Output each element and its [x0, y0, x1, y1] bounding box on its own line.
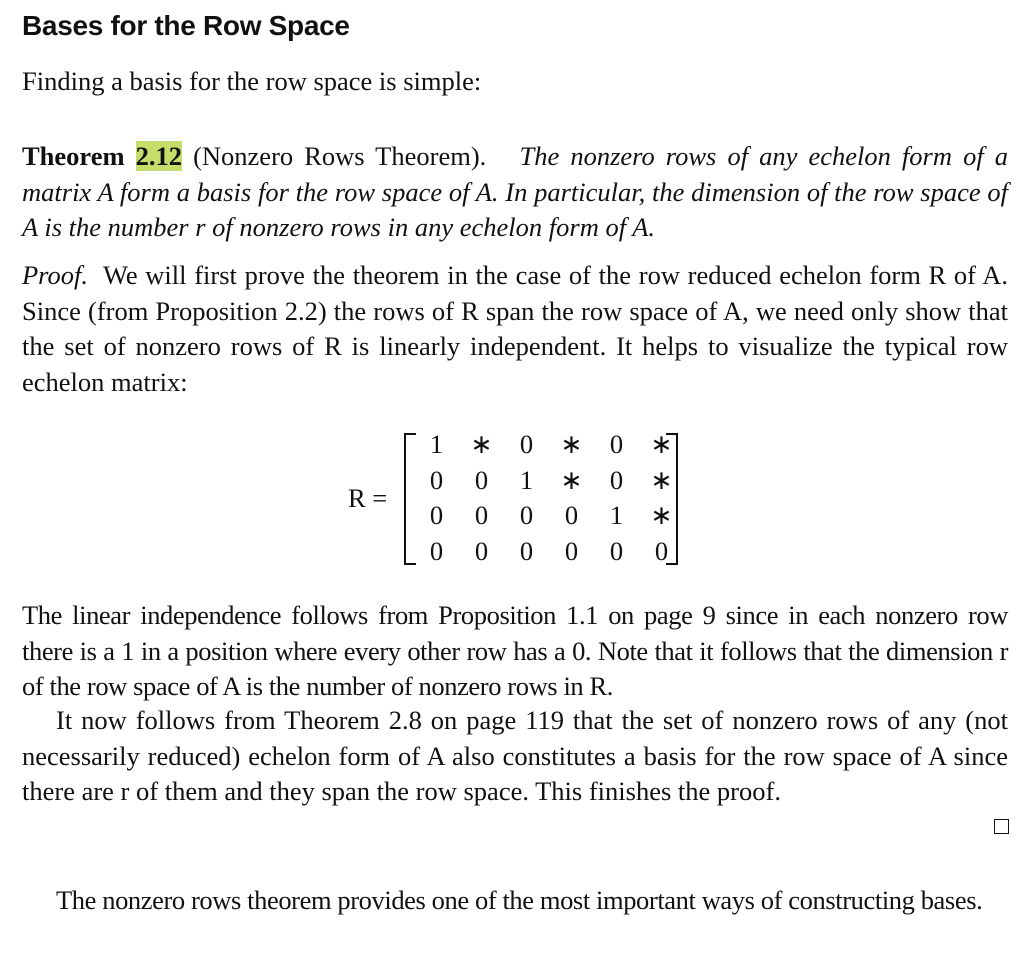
- matrix-cell: 0: [564, 535, 579, 566]
- section-heading: Bases for the Row Space: [22, 10, 350, 41]
- matrix-row: [414, 498, 684, 534]
- proof-block: [22, 258, 1008, 400]
- matrix-cell: 0: [429, 500, 444, 531]
- matrix-cell: ∗: [560, 464, 583, 495]
- matrix-cell: ∗: [650, 429, 673, 460]
- matrix-cell: 1: [519, 464, 534, 495]
- matrix-cell: 0: [429, 464, 444, 495]
- matrix-cell: 0: [519, 500, 534, 531]
- echelon-matrix: [22, 425, 1008, 575]
- matrix-cell: 0: [609, 535, 624, 566]
- matrix-cell: 0: [474, 535, 489, 566]
- matrix-row: [414, 463, 684, 499]
- intro-text: Finding a basis for the row space is simple:: [22, 66, 482, 96]
- theorem-statement: The nonzero rows of any echelon form of a matrix A form a basis for the row space of A. In particular, the dimension of the row space of A is the number r of nonzero rows in any echelon form of A.: [22, 141, 1009, 242]
- matrix-cell: 0: [564, 500, 579, 531]
- matrix-cell: ∗: [650, 500, 673, 531]
- closing-text: The nonzero rows theorem provides one of the most important ways of constructing bases.: [56, 885, 983, 915]
- matrix-cell: 0: [609, 464, 624, 495]
- matrix-cell: 0: [429, 535, 444, 566]
- matrix-cell: 1: [609, 500, 624, 531]
- proof-conclusion-text: It now follows from Theorem 2.8 on page 119 that the set of nonzero rows of any (not necessarily reduced) echelon form of A also constitutes a basis for the row space of A since there are r of them and they span the row space. This finishes the proof.: [22, 705, 1008, 806]
- matrix-cell: 0: [519, 535, 534, 566]
- right-bracket: [666, 433, 678, 565]
- matrix-cell: ∗: [650, 464, 673, 495]
- matrix-cell: 0: [609, 429, 624, 460]
- matrix-cell: 0: [519, 429, 534, 460]
- matrix-row: [414, 534, 684, 570]
- matrix-cell: 1: [429, 429, 444, 460]
- after-matrix-text: The linear independence follows from Proposition 1.1 on page 9 since in each nonzero row there is a 1 in a position where every other row has a 0. Note that it follows that the dimension r of the row space of A is the number of nonzero rows in R.: [22, 600, 1008, 701]
- matrix-cell: 0: [474, 500, 489, 531]
- proof-text: We will first prove the theorem in the case of the row reduced echelon form R of A. Since (from Proposition 2.2) the rows of R span the row space of A, we need only show that the set of nonzero rows of R is linearly independent. It helps to visualize the typical row echelon matrix:: [22, 260, 1008, 397]
- theorem-name: (Nonzero Rows Theorem).: [193, 141, 487, 171]
- matrix-cell: 0: [474, 464, 489, 495]
- qed-box-icon: [994, 819, 1009, 834]
- theorem-number-link[interactable]: 2.12: [135, 141, 182, 171]
- matrix-cells: [414, 427, 684, 569]
- matrix-row: [414, 427, 684, 463]
- matrix-cell: 0: [654, 535, 669, 566]
- proof-label: Proof.: [22, 260, 89, 290]
- matrix-cell: ∗: [560, 429, 583, 460]
- matrix-cell: ∗: [470, 429, 493, 460]
- theorem-block: [22, 139, 1008, 246]
- theorem-label: Theorem: [22, 141, 125, 171]
- matrix-label: R =: [348, 483, 388, 513]
